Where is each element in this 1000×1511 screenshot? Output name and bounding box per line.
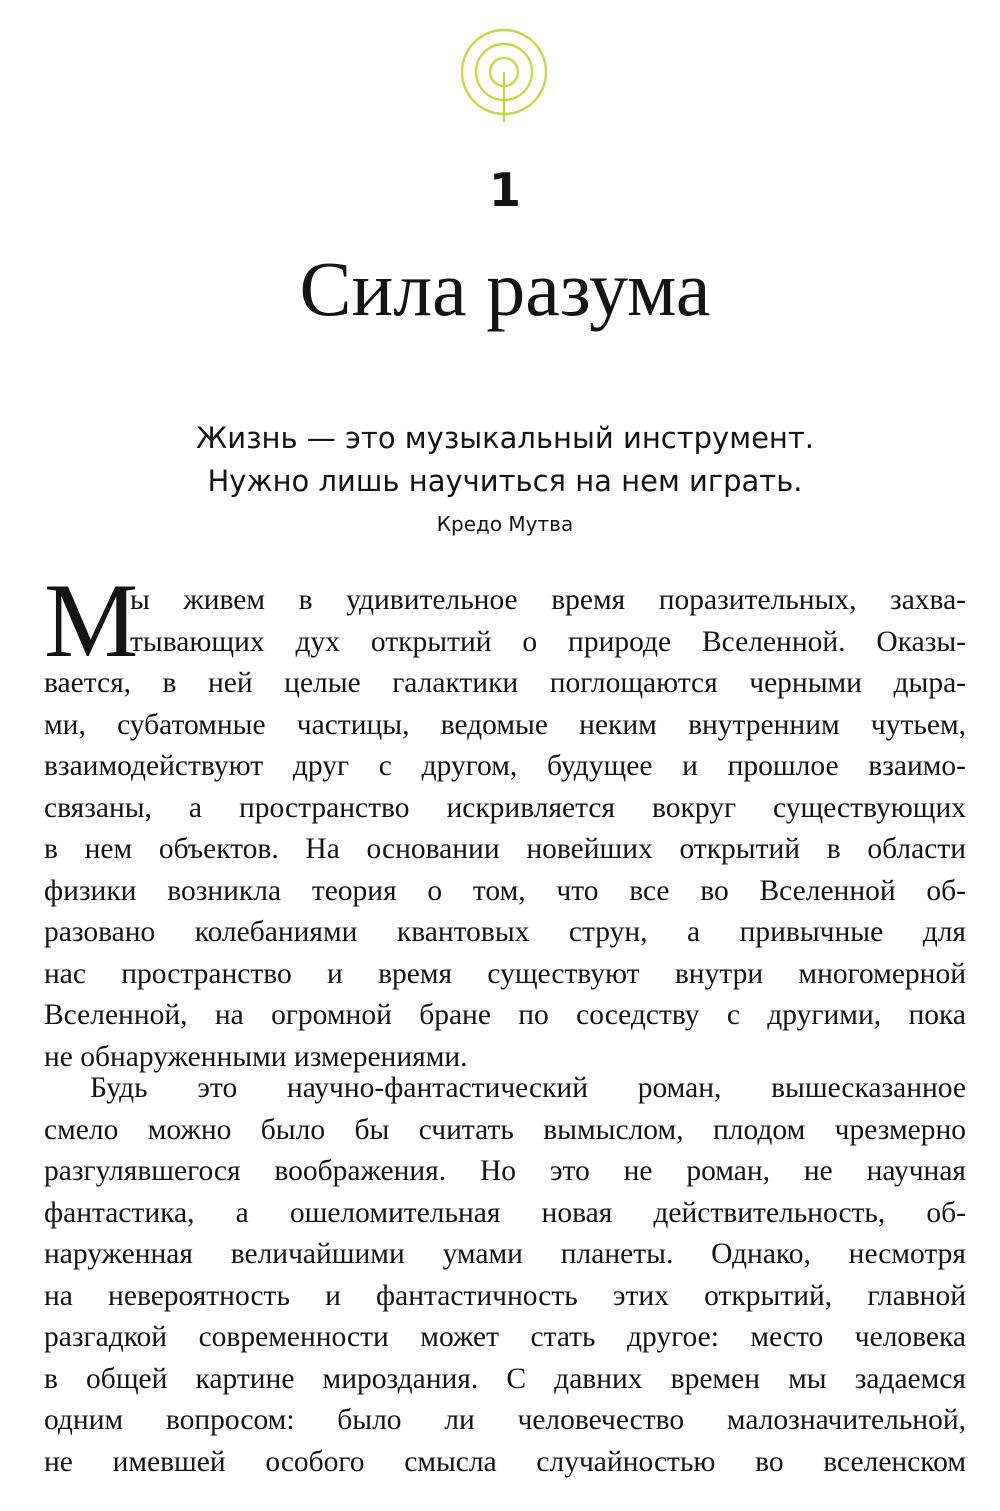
paragraph-line: связаны, а пространство искривляется вокруг существующих xyxy=(44,791,966,824)
paragraph-line: наруженная величайшими умами планеты. Однако, несмотря xyxy=(44,1238,966,1270)
paragraph-line: в общей картине мироздания. С давних времен мы задаемся xyxy=(44,1362,966,1395)
paragraph-line: разгулявшегося воображения. Но это не роман, не научная xyxy=(44,1155,966,1187)
paragraph-line: нас пространство и время существуют внутри многомерной xyxy=(44,957,966,990)
paragraph-line: физики возникла теория о том, что все во Вселенной об- xyxy=(44,874,966,907)
paragraph-line: фантастика, а ошеломительная новая действительность, об- xyxy=(44,1196,966,1229)
paragraph-line: смело можно было бы считать вымыслом, плодом чрезмерно xyxy=(44,1113,966,1146)
paragraph-line: ми, субатомные частицы, ведомые неким внутренним чутьем, xyxy=(44,708,966,741)
concentric-circles-emblem-icon xyxy=(451,20,557,126)
chapter-title: Сила разума xyxy=(299,245,711,332)
chapter-number: 1 xyxy=(488,163,521,217)
epigraph-line-1: Жизнь — это музыкальный инструмент. xyxy=(196,421,814,455)
paragraph-line: тывающих дух открытий о природе Вселенной. Оказы- xyxy=(130,625,966,658)
paragraph-line: не обнаруженными измерениями. xyxy=(44,1040,468,1073)
paragraph-line: в нем объектов. На основании новейших открытий в области xyxy=(44,833,966,865)
paragraph-line: взаимодействуют друг с другом, будущее и прошлое взаимо- xyxy=(44,750,966,782)
paragraph-line: вается, в ней целые галактики поглощаются черными дыра- xyxy=(44,667,966,699)
paragraph-2 xyxy=(44,1068,966,1483)
paragraph-1 xyxy=(44,580,966,1078)
paragraph-line: разгадкой современности может стать другое: место человека xyxy=(44,1321,966,1353)
drop-cap: М xyxy=(44,562,139,679)
epigraph-line-2: Нужно лишь научиться на нем играть. xyxy=(207,464,803,498)
epigraph-author: Кредо Мутва xyxy=(436,512,574,536)
paragraph-line: ы живем в удивительное время поразительных, захва- xyxy=(130,584,966,616)
paragraph-line: Вселенной, на огромной бране по соседству с другими, пока xyxy=(44,999,966,1031)
paragraph-line: одним вопросом: было ли человечество малозначительной, xyxy=(44,1404,966,1436)
paragraph-line: не имевшей особого смысла случайностью во вселенском xyxy=(44,1445,966,1478)
paragraph-line: на невероятность и фантастичность этих открытий, главной xyxy=(44,1279,966,1312)
paragraph-line: разовано колебаниями квантовых струн, а привычные для xyxy=(44,916,966,948)
paragraph-line: Будь это научно-фантастический роман, вышесказанное xyxy=(90,1072,966,1104)
